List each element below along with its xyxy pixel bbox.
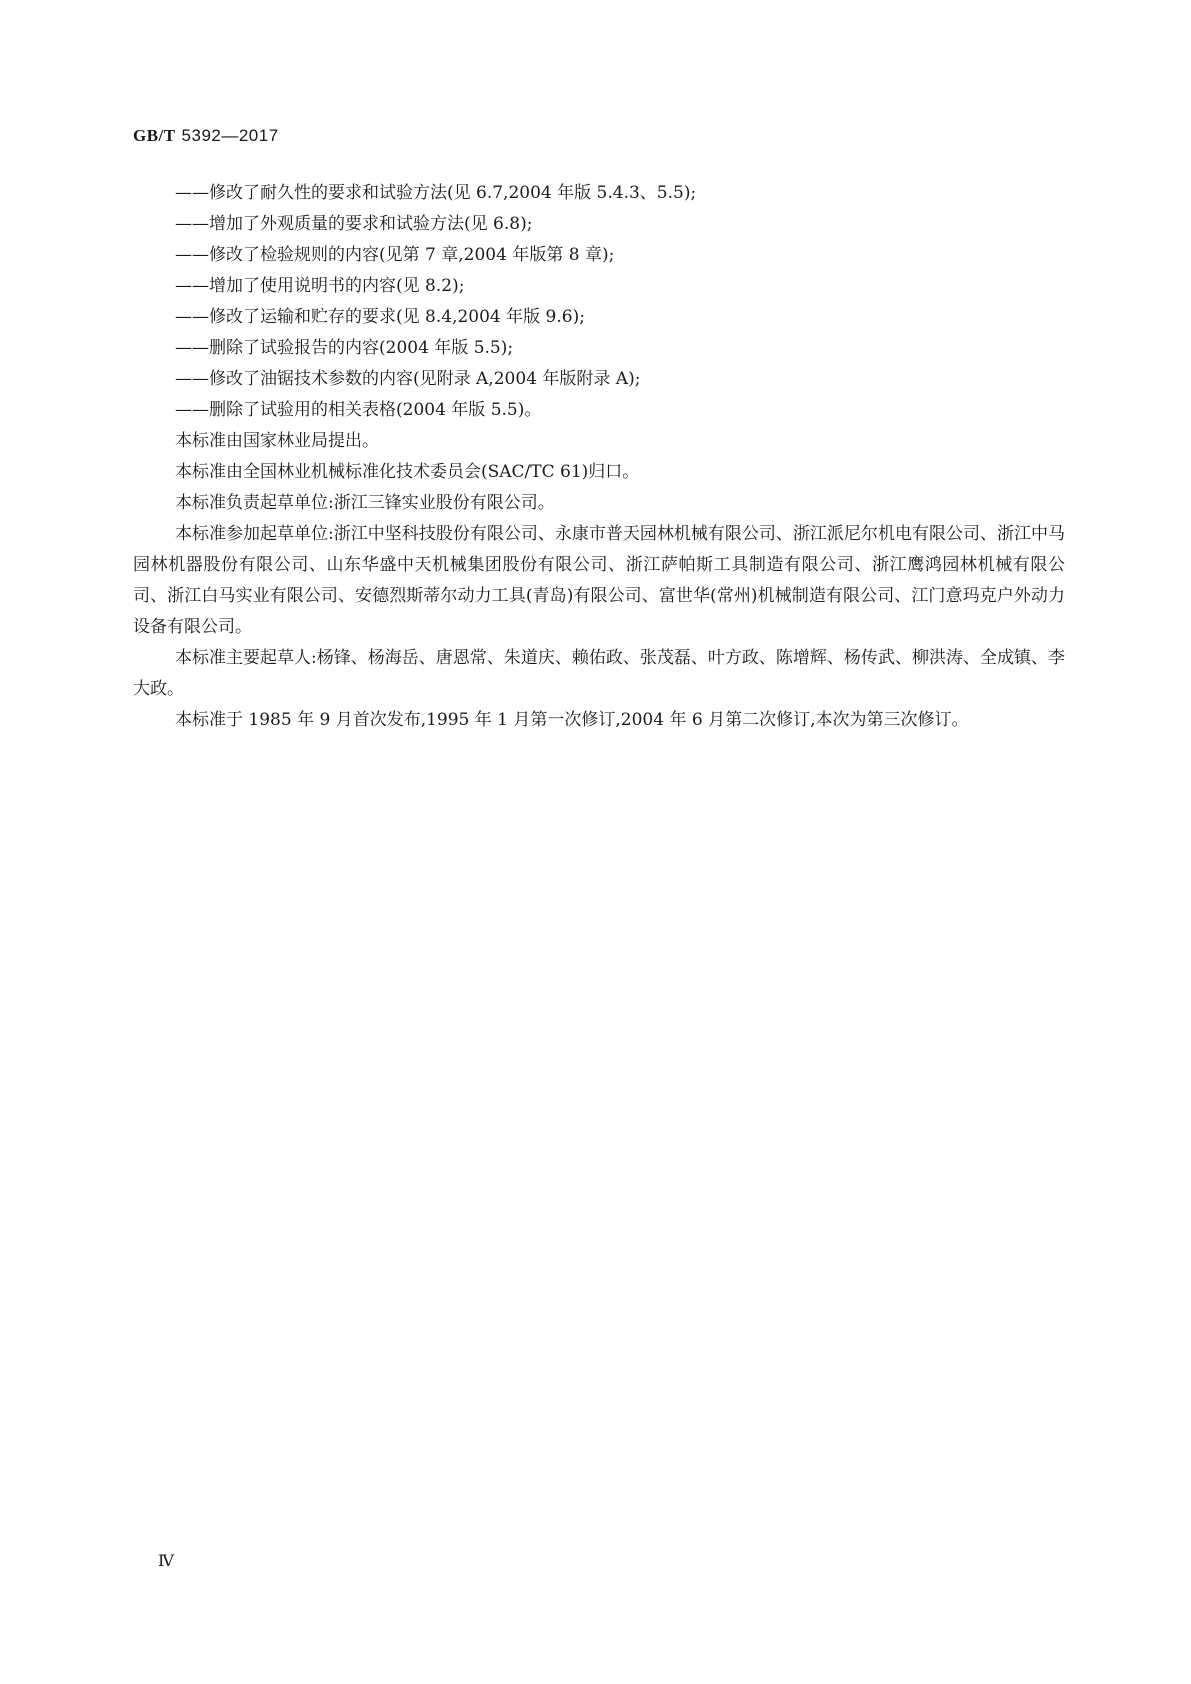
centralized-by-paragraph: 本标准由全国林业机械标准化技术委员会(SAC/TC 61)归口。 [175,462,640,482]
participating-drafters-paragraph: 本标准参加起草单位:浙江中坚科技股份有限公司、永康市普天园林机械有限公司、浙江派尼尔机电有限公司、浙江中马园林机器股份有限公司、山东华盛中天机械集团股份有限公司、浙江萨帕斯工具制造有限公司、浙江鹰鸿园林机械有限公司、浙江白马实业有限公司、安德烈斯蒂尔动力工具(青岛)有限公司、富世华(常州)机械制造有限公司、江门意玛克户外动力设备有限公司。 [133,524,1065,637]
page-number: Ⅳ [158,1553,174,1570]
revision-history-paragraph: 本标准于 1985 年 9 月首次发布,1995 年 1 月第一次修订,2004 年 6 月第二次修订,本次为第三次修订。 [175,710,969,730]
change-item: ——修改了检验规则的内容(见第 7 章,2004 年版第 8 章); [175,245,615,265]
lead-drafter-paragraph: 本标准负责起草单位:浙江三锋实业股份有限公司。 [175,493,555,513]
change-item: ——修改了运输和贮存的要求(见 8.4,2004 年版 9.6); [175,307,585,327]
change-item: ——删除了试验报告的内容(2004 年版 5.5); [175,338,514,358]
changes-list [133,178,1065,426]
standard-number: 5392—2017 [181,126,279,145]
change-item: ——增加了使用说明书的内容(见 8.2); [175,276,465,296]
page-header [133,126,279,146]
change-item: ——增加了外观质量的要求和试验方法(见 6.8); [175,214,533,234]
change-item: ——修改了油锯技术参数的内容(见附录 A,2004 年版附录 A); [175,369,641,389]
foreword-content [133,178,1065,736]
standard-prefix: GB/T [133,126,176,145]
change-item: ——修改了耐久性的要求和试验方法(见 6.7,2004 年版 5.4.3、5.5); [175,183,697,203]
proposer-paragraph: 本标准由国家林业局提出。 [175,431,379,451]
main-drafters-paragraph: 本标准主要起草人:杨锋、杨海岳、唐恩常、朱道庆、赖佑政、张茂磊、叶方政、陈增辉、杨传武、柳洪涛、全成镇、李大政。 [133,648,1065,699]
change-item: ——删除了试验用的相关表格(2004 年版 5.5)。 [175,400,542,420]
